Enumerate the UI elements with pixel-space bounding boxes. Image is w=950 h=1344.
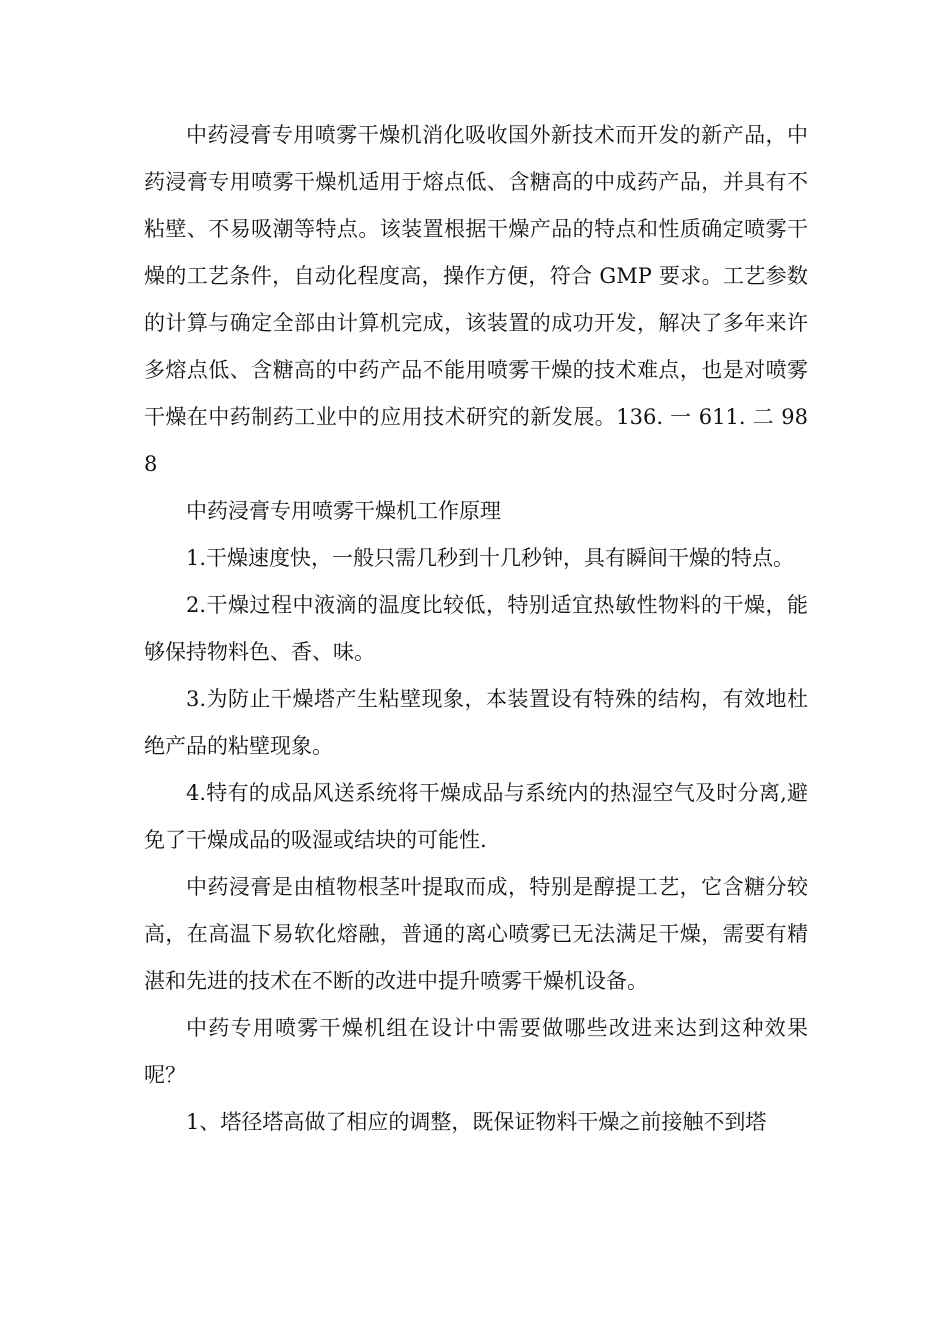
section-heading-working-principle: 中药浸膏专用喷雾干燥机工作原理: [186, 499, 501, 523]
list-item-1: 1.干燥速度快，一般只需几秒到十几秒钟，具有瞬间干燥的特点。: [186, 546, 795, 570]
list-item-2: 2.干燥过程中液滴的温度比较低，特别适宜热敏性物料的干燥，能够保持物料色、香、味。: [144, 593, 808, 664]
paragraph-question: 中药专用喷雾干燥机组在设计中需要做哪些改进来达到这种效果呢？: [144, 1016, 808, 1087]
paragraph-intro: 中药浸膏专用喷雾干燥机消化吸收国外新技术而开发的新产品，中药浸膏专用喷雾干燥机适用于熔点低、含糖高的中成药产品，并具有不粘壁、不易吸潮等特点。该装置根据干燥产品的特点和性质确定喷雾干燥的工艺条件，自动化程度高，操作方便，符合 GMP 要求。工艺参数的计算与确定全部由计算机完成，该装置的成功开发，解决了多年来许多熔点低、含糖高的中药产品不能用喷雾干燥的技术难点，也是对喷雾干燥在中药制药工业中的应用技术研究的新发展。136. 一 611. 二 988: [144, 123, 808, 476]
list-item-3: 3.为防止干燥塔产生粘壁现象，本装置设有特殊的结构，有效地杜绝产品的粘壁现象。: [144, 687, 808, 758]
list-item-4: 4.特有的成品风送系统将干燥成品与系统内的热湿空气及时分离,避免了干燥成品的吸湿或结块的可能性.: [144, 781, 808, 852]
paragraph-improvement-1: 1、塔径塔高做了相应的调整，既保证物料干燥之前接触不到塔: [186, 1110, 767, 1134]
document-body: [144, 112, 808, 1146]
paragraph-extract: 中药浸膏是由植物根茎叶提取而成，特别是醇提工艺，它含糖分较高，在高温下易软化熔融，普通的离心喷雾已无法满足干燥，需要有精湛和先进的技术在不断的改进中提升喷雾干燥机设备。: [144, 875, 808, 993]
